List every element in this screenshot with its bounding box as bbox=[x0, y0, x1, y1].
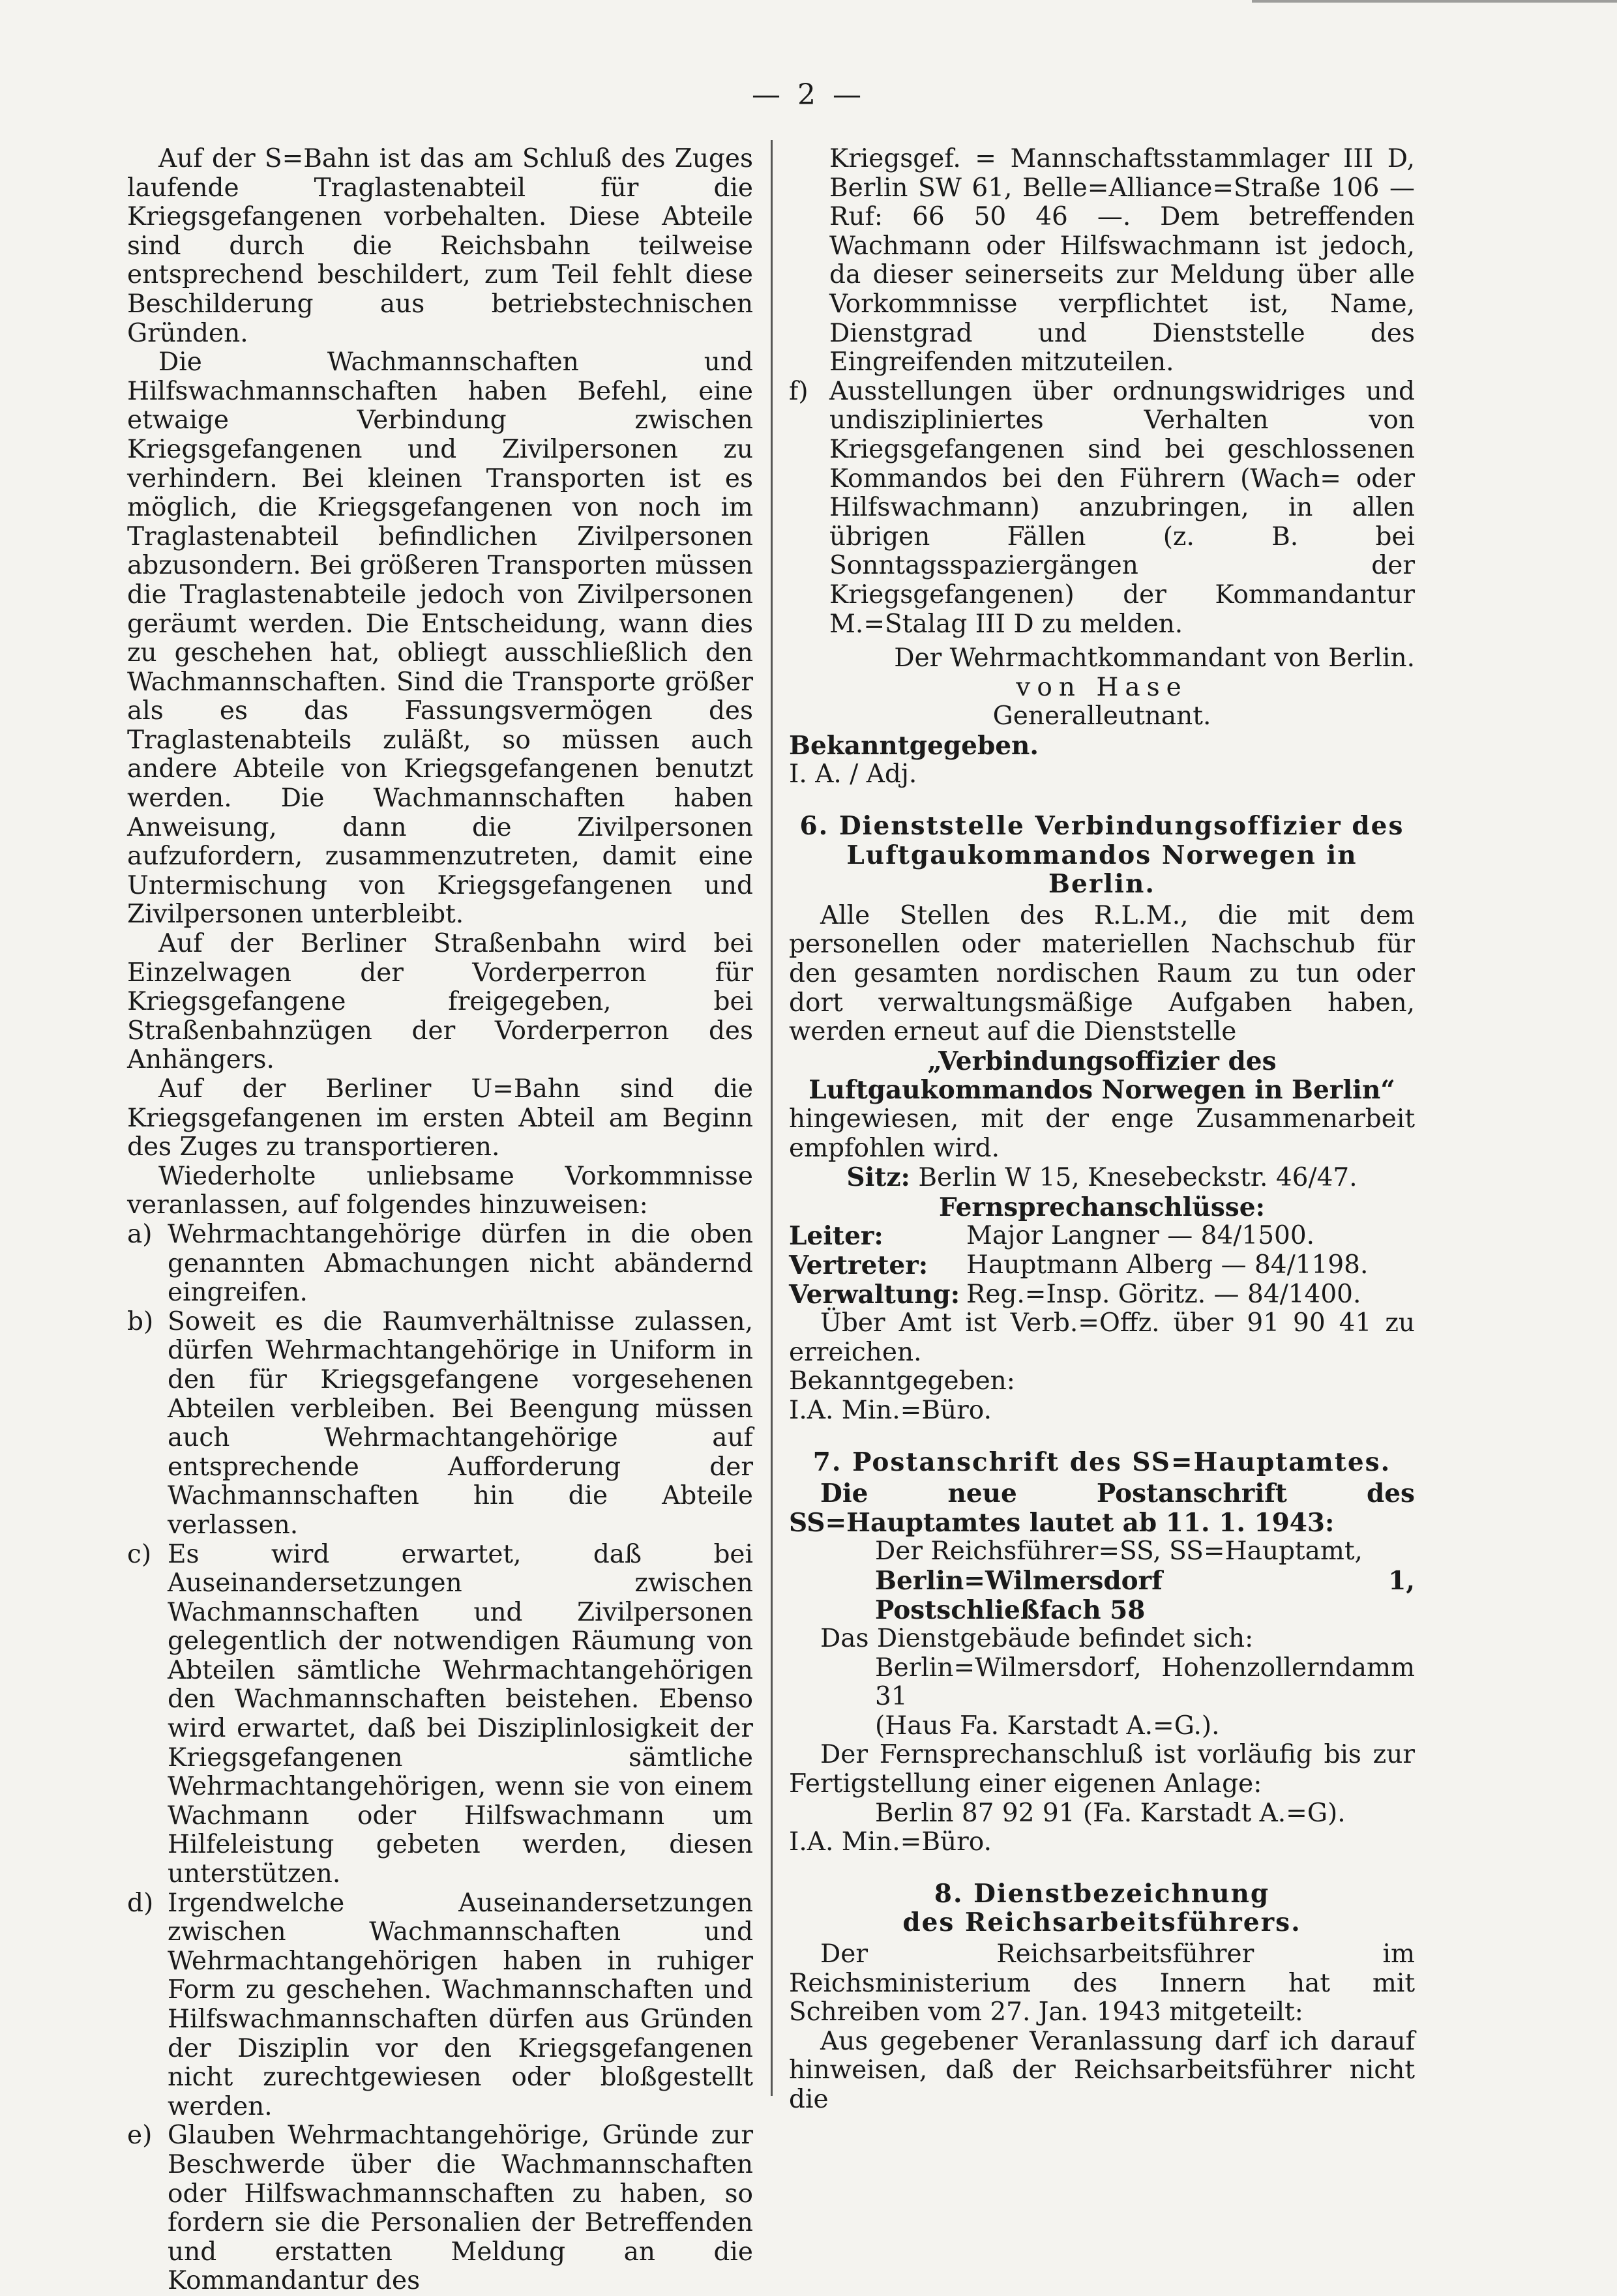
right-column bbox=[789, 145, 1415, 2115]
contact-role: Leiter: bbox=[789, 1221, 883, 1252]
section-7-signature: I.A. Min.=Büro. bbox=[789, 1827, 992, 1857]
sitz-label: Sitz: bbox=[846, 1162, 910, 1193]
section-6-quote: „Verbindungsoffizier des Luftgaukommandos Norwegen in Berlin“ bbox=[808, 1046, 1395, 1106]
signature-name: von Hase bbox=[1016, 672, 1188, 702]
contact-role: Vertreter: bbox=[789, 1250, 928, 1280]
scan-edge-mark bbox=[1252, 0, 1617, 20]
list-item-text: Irgendwelche Auseinandersetzungen zwischen Wachmannschaften und Wehrmachtangehörigen haben in ruhiger Form zu geschehen. Wachmannschaften und Hilfswachmannschaften dürfen aus Gründen der Disziplin vor den Kriegsgefangenen nicht zurechtgewiesen oder bloßgestellt werden. bbox=[168, 1888, 753, 2121]
section-7-heading: 7. Postanschrift des SS=Hauptamtes. bbox=[812, 1447, 1391, 1477]
section-7-building: Das Dienstgebäude befindet sich: bbox=[820, 1624, 1254, 1654]
list-item-label: b) bbox=[127, 1306, 154, 1336]
list-item-label: c) bbox=[127, 1539, 152, 1569]
list-item-e bbox=[127, 2121, 753, 2296]
list-item-label: d) bbox=[127, 1888, 154, 1918]
section-8-paragraph-2: Aus gegebener Veranlassung darf ich darauf hinweisen, daß der Reichsarbeitsführer nicht die bbox=[789, 2026, 1415, 2114]
list-item-c bbox=[127, 1540, 753, 1889]
contact-role: Verwaltung: bbox=[789, 1279, 960, 1310]
paragraph-sbahn: Auf der S=Bahn ist das am Schluß des Zuges laufende Traglastenabteil für die Kriegsgefangenen vorbehalten. Diese Abteile sind durch die Reichsbahn teilweise entsprechend beschildert, zum Teil fehlt diese Beschilderung aus betriebstechnischen Gründen. bbox=[127, 144, 753, 348]
page-number: — 2 — bbox=[752, 78, 865, 111]
list-item-label: e) bbox=[127, 2121, 153, 2151]
section-7-address-line: (Haus Fa. Karstadt A.=G.). bbox=[875, 1711, 1220, 1741]
contact-row bbox=[789, 1222, 1415, 1251]
section-8-paragraph: Der Reichsarbeitsführer im Reichsministerium des Innern hat mit Schreiben vom 27. Jan. 1943 mitgeteilt: bbox=[789, 1939, 1415, 2027]
section-7-address-line: Berlin=Wilmersdorf 1, Postschließfach 58 bbox=[875, 1565, 1415, 1625]
contact-value: Major Langner — 84/1500. bbox=[966, 1221, 1315, 1251]
section-8-heading: 8. Dienstbezeichnung bbox=[934, 1878, 1270, 1909]
signature-title: Der Wehrmachtkommandant von Berlin. bbox=[894, 643, 1415, 673]
list-item-a bbox=[127, 1220, 753, 1308]
paragraph-vorkommnisse: Wiederholte unliebsame Vorkommnisse veranlassen, auf folgendes hinzuweisen: bbox=[127, 1161, 753, 1220]
list-item-text: Wehrmachtangehörige dürfen in die oben genannten Abmachungen nicht abändernd eingreifen. bbox=[168, 1219, 753, 1308]
paragraph-wachmannschaften: Die Wachmannschaften und Hilfswachmannschaften haben Befehl, eine etwaige Verbindung zwischen Kriegsgefangenen und Zivilpersonen zu verhindern. Bei kleinen Transporten ist es möglich, die Kriegsgefangenen von noch im Traglastenabteil befindlichen Zivilpersonen abzusondern. Bei größeren Transporten müssen die Traglastenabteile jedoch von Zivilpersonen geräumt werden. Die Entscheidung, wann dies zu geschehen hat, obliegt ausschließlich den Wachmannschaften. Sind die Transporte größer als es das Fassungsvermögen des Traglastenabteils zuläßt, so müssen auch andere Abteile von Kriegsgefangenen benutzt werden. Die Wachmannschaften haben Anweisung, dann die Zivilpersonen aufzufordern, zusammenzutreten, damit eine Untermischung von Kriegsgefangenen und Zivilpersonen unterbleibt. bbox=[127, 347, 753, 930]
announcement-signature-2: I.A. Min.=Büro. bbox=[789, 1395, 992, 1425]
list-item-f bbox=[789, 377, 1415, 639]
section-7-phone: Der Fernsprechanschluß ist vorläufig bis zur Fertigstellung einer eigenen Anlage: bbox=[789, 1740, 1415, 1799]
announcement-signature: I. A. / Adj. bbox=[789, 759, 917, 789]
section-7-phone-number: Berlin 87 92 91 (Fa. Karstadt A.=G). bbox=[875, 1798, 1346, 1828]
contact-value: Reg.=Insp. Göritz. — 84/1400. bbox=[966, 1279, 1361, 1309]
column-divider bbox=[771, 140, 773, 2096]
contact-value: Hauptmann Alberg — 84/1198. bbox=[966, 1250, 1369, 1280]
section-7-address-line: Der Reichsführer=SS, SS=Hauptamt, bbox=[875, 1537, 1363, 1567]
sitz-value: Berlin W 15, Knesebeckstr. 46/47. bbox=[918, 1163, 1357, 1193]
section-6-heading: 6. Dienststelle Verbindungsoffizier des Luftgaukommandos Norwegen in Berlin. bbox=[799, 811, 1404, 900]
list-item-text: Glauben Wehrmachtangehörige, Gründe zur Beschwerde über die Wachmannschaften oder Hilfswachmannschaften zu haben, so fordern sie die Personalien der Betreffenden und erstatten Meldung an die Kommandantur des bbox=[168, 2121, 753, 2296]
signature-rank: Generalleutnant. bbox=[992, 701, 1211, 731]
phone-heading: Fernsprechanschlüsse: bbox=[939, 1192, 1265, 1222]
section-6-reach: Über Amt ist Verb.=Offz. über 91 90 41 zu erreichen. bbox=[789, 1308, 1415, 1367]
section-6-paragraph: Alle Stellen des R.L.M., die mit dem personellen oder materiellen Nachschub für den gesamten nordischen Raum zu tun oder dort verwaltungsmäßige Aufgaben haben, werden erneut auf die Dienststelle bbox=[789, 900, 1415, 1047]
list-item-d bbox=[127, 1889, 753, 2122]
section-7-address-line: Berlin=Wilmersdorf, Hohenzollerndamm 31 bbox=[875, 1653, 1415, 1712]
announcement-label-2: Bekanntgegeben: bbox=[789, 1366, 1015, 1396]
paragraph-strassenbahn: Auf der Berliner Straßenbahn wird bei Einzelwagen der Vorderperron für Kriegsgefangene freigegeben, bei Straßenbahnzügen der Vorderperron des Anhängers. bbox=[127, 929, 753, 1075]
contact-row bbox=[789, 1251, 1415, 1280]
section-8-heading-2: des Reichsarbeitsführers. bbox=[902, 1907, 1301, 1938]
left-column bbox=[127, 145, 753, 2296]
section-6-address bbox=[789, 1163, 1415, 1193]
list-item-label: a) bbox=[127, 1219, 153, 1249]
contact-row bbox=[789, 1280, 1415, 1310]
list-item-text: Ausstellungen über ordnungswidriges und undiszipliniertes Verhalten von Kriegsgefangenen sind bei geschlossenen Kommandos bei den Führern (Wach= oder Hilfswachmann) anzubringen, in allen übrigen Fällen (z. B. bei Sonntagsspaziergängen der Kriegsgefangenen) der Kommandantur M.=Stalag III D zu melden. bbox=[829, 376, 1415, 639]
paragraph-item-e-continued: Kriegsgef. = Mannschaftsstammlager III D, Berlin SW 61, Belle=Alliance=Straße 106 — Ruf: 66 50 46 —. Dem betreffenden Wachmann oder Hilfswachmann ist jedoch, da dieser seinerseits zur Meldung über alle Vorkommnisse verpflichtet ist, Name, Dienstgrad und Dienststelle des Eingreifenden mitzuteilen. bbox=[829, 144, 1415, 377]
list-item-text: Es wird erwartet, daß bei Auseinandersetzungen zwischen Wachmannschaften und Zivilpersonen gelegentlich der notwendigen Räumung von Abteilen sämtliche Wehrmachtangehörigen den Wachmannschaften beistehen. Ebenso wird erwartet, daß bei Disziplinlosigkeit der Kriegsgefangenen sämtliche Wehrmachtangehörigen, wenn sie von einem Wachmann oder Hilfswachmann um Hilfeleistung gebeten werden, diesen unterstützen. bbox=[168, 1539, 753, 1889]
announcement-label: Bekanntgegeben. bbox=[789, 730, 1039, 761]
list-item-b bbox=[127, 1308, 753, 1540]
list-item-text: Soweit es die Raumverhältnisse zulassen, dürfen Wehrmachtangehörige in Uniform in den für Kriegsgefangene vorgesehenen Abteilen verbleiben. Bei Beengung müssen auch Wehrmachtangehörige auf entsprechende Aufforderung der Wachmannschaften hin die Abteile verlassen. bbox=[168, 1306, 753, 1540]
list-item-label: f) bbox=[789, 376, 808, 406]
section-7-paragraph: Die neue Postanschrift des SS=Hauptamtes lautet ab 11. 1. 1943: bbox=[789, 1479, 1415, 1538]
section-6-paragraph-2: hingewiesen, mit der enge Zusammenarbeit empfohlen wird. bbox=[789, 1104, 1415, 1163]
paragraph-ubahn: Auf der Berliner U=Bahn sind die Kriegsgefangenen im ersten Abteil am Beginn des Zuges zu transportieren. bbox=[127, 1074, 753, 1162]
